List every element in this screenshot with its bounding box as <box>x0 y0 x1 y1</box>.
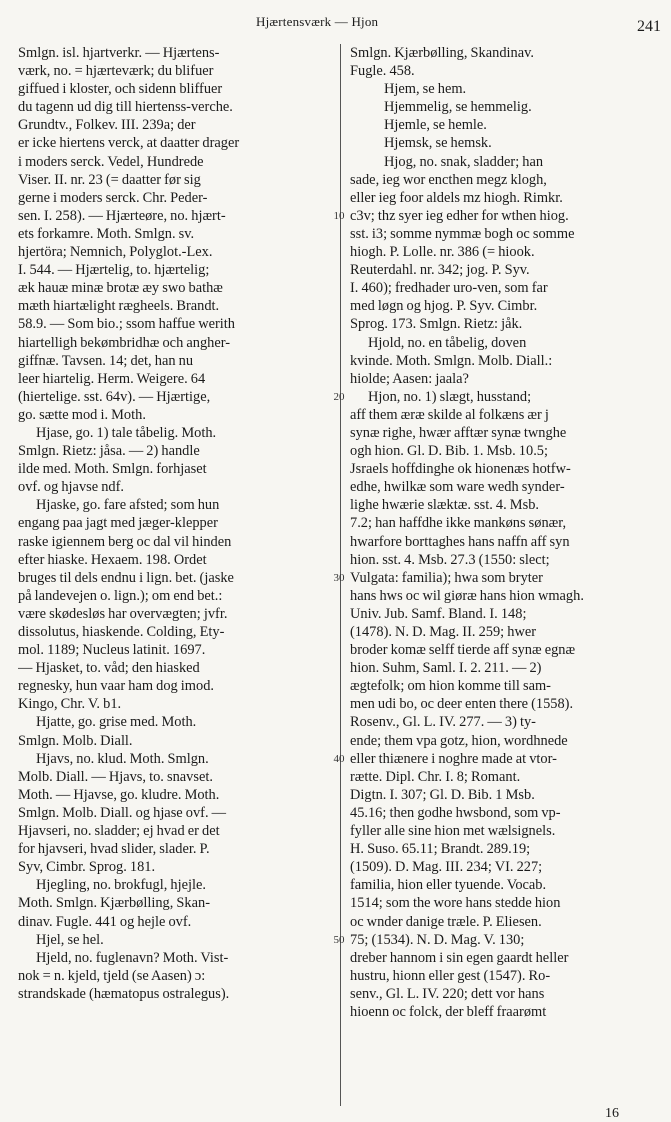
text-line: 75; (1534). N. D. Mag. V. 130; <box>350 931 525 948</box>
text-line: (hiertelige. sst. 64v). — Hjærtige, <box>18 388 211 405</box>
text-line: Syv, Cimbr. Sprog. 181. <box>18 859 156 876</box>
text-line: (1478). N. D. Mag. II. 259; hwer <box>350 624 537 640</box>
text-line: Moth. Smlgn. Kjærbølling, Skan- <box>18 895 210 912</box>
text-line: Sprog. 173. Smlgn. Rietz: jåk. <box>350 316 523 333</box>
text-line: ende; them vpa gotz, hion, wordhnede <box>350 732 568 749</box>
text-line: hioenn oc folck, der bleff fraarømt <box>350 1003 547 1020</box>
text-line: Hjem, se hem. <box>384 81 467 98</box>
text-line: Molb. Diall. — Hjavs, to. snavset. <box>18 768 213 785</box>
text-line: men udi bo, oc deer enten there (1558). <box>350 696 574 713</box>
text-line: værk, no. = hjærteværk; du blifuer <box>18 63 214 80</box>
text-line: Hjold, no. en tåbelig, doven <box>368 334 527 351</box>
right-column <box>350 44 662 1021</box>
text-line: Fugle. 458. <box>350 63 415 80</box>
text-line: nok = n. kjeld, tjeld (se Aasen) ɔ: <box>18 967 206 984</box>
text-line: dreber hannom i sin egen gaardt heller <box>350 949 569 966</box>
text-line: I. 544. — Hjærtelig, to. hjærtelig; <box>18 262 210 279</box>
text-line: giffnæ. Tavsen. 14; det, han nu <box>18 352 194 369</box>
text-line: Univ. Jub. Samf. Bland. I. 148; <box>350 605 527 622</box>
text-line: hjertöra; Nemnich, Polyglot.-Lex. <box>18 244 213 261</box>
text-line: Hjaske, go. fare afsted; som hun <box>36 497 220 514</box>
text-line: fyller alle sine hion met wælsignels. <box>350 823 556 840</box>
text-line: Reuterdahl. nr. 342; jog. P. Syv. <box>350 262 530 279</box>
text-line: Hjemle, se hemle. <box>384 117 487 134</box>
page-number: 241 <box>637 18 661 35</box>
line-number-marker: 40 <box>333 752 345 765</box>
text-line: sst. i3; somme nymmæ bogh oc somme <box>350 225 575 242</box>
text-line: sade, ieg wor encthen megz klogh, <box>350 171 547 188</box>
text-line: eller thiænere i noghre made at vtor- <box>350 750 557 767</box>
text-line: hiartelligh bekømbridhæ och angher- <box>18 334 231 351</box>
text-line: hion. sst. 4. Msb. 27.3 (1550: slect; <box>350 551 550 568</box>
text-line: raske igiennem berg oc dal vil hinden <box>18 533 232 550</box>
text-line: Jsraels hoffdinghe ok hionenæs hotfw- <box>350 461 571 478</box>
line-number-marker: 50 <box>333 933 345 946</box>
text-line: efter hiaske. Hexaem. 198. Ordet <box>18 551 207 568</box>
text-line: — Hjasket, to. våd; den hiasked <box>18 660 200 677</box>
text-line: ets forkamre. Moth. Smlgn. sv. <box>18 225 195 242</box>
text-line: Hjog, no. snak, sladder; han <box>384 153 544 170</box>
text-line: Smlgn. Rietz: jåsa. — 2) handle <box>18 443 200 460</box>
text-line: 45.16; then godhe hwsbond, som vp- <box>350 804 561 821</box>
text-line: hion. Suhm, Saml. I. 2. 211. — 2) <box>350 660 542 677</box>
text-line: Hjel, se hel. <box>36 931 104 948</box>
text-line: ogh hion. Gl. D. Bib. 1. Msb. 10.5; <box>350 443 548 460</box>
text-line: Hjegling, no. brokfugl, hjejle. <box>36 877 206 894</box>
text-line: Smlgn. Molb. Diall. og hjase ovf. — <box>18 804 227 821</box>
text-line: H. Suso. 65.11; Brandt. 289.19; <box>350 841 531 858</box>
text-line: ægtefolk; om hion komme till sam- <box>350 678 551 695</box>
page-header <box>0 14 671 34</box>
text-line: hiogh. P. Lolle. nr. 386 (= hiook. <box>350 244 535 261</box>
text-line: Hjavseri, no. sladder; ej hvad er det <box>18 823 220 840</box>
text-line: lighe hwærie slæktæ. sst. 4. Msb. <box>350 497 539 514</box>
text-line: rætte. Dipl. Chr. I. 8; Romant. <box>350 768 521 785</box>
text-line: gerne i moders serck. Chr. Peder- <box>18 189 208 206</box>
text-line: I. 460); fredhader uro-ven, som far <box>350 280 548 297</box>
text-line: kvinde. Moth. Smlgn. Molb. Diall.: <box>350 352 553 369</box>
text-line: leer hiartelig. Herm. Weigere. 64 <box>18 370 206 387</box>
text-line: Hjase, go. 1) tale tåbelig. Moth. <box>36 424 217 441</box>
text-line: (1509). D. Mag. III. 234; VI. 227; <box>350 859 543 876</box>
text-line: 1514; som the wore hans stedde hion <box>350 895 561 912</box>
text-line: Kingo, Chr. V. b1. <box>18 696 122 713</box>
text-line: Viser. II. nr. 23 (= daatter før sig <box>18 171 201 188</box>
text-line: hwarfore borttaghes hans naffn aff syn <box>350 533 570 550</box>
text-line: Moth. — Hjavse, go. kludre. Moth. <box>18 786 220 803</box>
text-line: Smlgn. Kjærbølling, Skandinav. <box>350 45 534 61</box>
text-line: ilde med. Moth. Smlgn. forhjaset <box>18 461 207 478</box>
text-line: Vulgata: familia); hwa som bryter <box>350 569 543 586</box>
text-line: Hjemmelig, se hemmelig. <box>384 99 532 116</box>
text-line: familia, hion eller tyuende. Vocab. <box>350 877 547 894</box>
text-line: hans hws oc wil giøræ hans hion wmagh. <box>350 587 584 604</box>
text-line: dissolutus, hiaskende. Colding, Ety- <box>18 624 225 640</box>
text-line: med løgn og hjog. P. Syv. Cimbr. <box>350 298 538 315</box>
text-line: senv., Gl. L. IV. 220; dett vor hans <box>350 985 545 1002</box>
text-line: dinav. Fugle. 441 og hejle ovf. <box>18 913 192 930</box>
text-line: mæth hiartælight rægheels. Brandt. <box>18 298 220 315</box>
text-line: eller ieg foor aldels mz hiogh. Rimkr. <box>350 189 563 206</box>
text-line: hustru, hionn eller gest (1547). Ro- <box>350 967 551 984</box>
text-line: ovf. og hjavse ndf. <box>18 479 125 496</box>
text-line: Hjavs, no. klud. Moth. Smlgn. <box>36 750 209 767</box>
text-line: på landevejen o. lign.); om end bet.: <box>18 587 223 604</box>
text-line: Digtn. I. 307; Gl. D. Bib. 1 Msb. <box>350 786 535 803</box>
text-line: regnesky, hun vaar ham dog imod. <box>18 678 214 695</box>
text-line: c3v; thz syer ieg edher for wthen hiog. <box>350 207 569 224</box>
line-number-marker: 20 <box>333 390 345 403</box>
text-line: aff them æræ skilde al folkæns ær j <box>350 406 549 423</box>
text-line: Rosenv., Gl. L. IV. 277. — 3) ty- <box>350 714 536 731</box>
text-line: 58.9. — Som bio.; ssom haffue werith <box>18 316 235 333</box>
line-number-marker: 10 <box>333 209 345 222</box>
text-line: go. sætte mod i. Moth. <box>18 406 146 423</box>
running-head: Hjærtensværk — Hjon <box>256 14 379 29</box>
text-line: du tagenn ud dig till hiertenss-verche. <box>18 99 233 116</box>
text-line: i moders serck. Vedel, Hundrede <box>18 153 204 170</box>
text-line: strandskade (hæmatopus ostralegus). <box>18 985 230 1002</box>
text-line: edhe, hwilkæ som ware wedh synder- <box>350 479 565 496</box>
text-line: for hjavseri, hvad slider, slader. P. <box>18 841 210 858</box>
line-number-marker: 30 <box>333 571 345 584</box>
text-line: bruges til dels endnu i lign. bet. (jaske <box>18 569 234 586</box>
text-line: synæ righe, hwær afftær synæ twnghe <box>350 424 567 441</box>
text-line: Hjeld, no. fuglenavn? Moth. Vist- <box>36 949 229 966</box>
left-column <box>18 44 330 1003</box>
text-line: Hjatte, go. grise med. Moth. <box>36 714 197 731</box>
text-line: engang paa jagt med jæger-klepper <box>18 515 218 532</box>
text-line: broder komæ selff tierde aff synæ egnæ <box>350 642 576 659</box>
text-line: 7.2; han haffdhe ikke mankøns sønær, <box>350 515 567 532</box>
signature-mark: 16 <box>605 1106 619 1121</box>
text-line: æk hauæ minæ brotæ æy swo bathæ <box>18 280 223 297</box>
text-line: Smlgn. isl. hjartverkr. — Hjærtens- <box>18 45 220 61</box>
text-line: være skødesløs har overvægten; jvfr. <box>18 605 228 622</box>
text-line: oc wnder danige træle. P. Eliesen. <box>350 913 542 930</box>
text-line: Hjon, no. 1) slægt, husstand; <box>368 388 532 405</box>
text-line: Grundtv., Folkev. III. 239a; der <box>18 117 196 134</box>
text-line: mol. 1189; Nucleus latinit. 1697. <box>18 642 206 659</box>
text-line: Hjemsk, se hemsk. <box>384 135 492 152</box>
text-line: hiolde; Aasen: jaala? <box>350 370 469 387</box>
text-line: Smlgn. Molb. Diall. <box>18 732 133 749</box>
text-line: giffued i kloster, och sidenn bliffuer <box>18 81 223 98</box>
text-line: sen. I. 258). — Hjærteøre, no. hjært- <box>18 207 226 224</box>
text-line: er icke hiertens verck, at daatter drager <box>18 135 240 152</box>
